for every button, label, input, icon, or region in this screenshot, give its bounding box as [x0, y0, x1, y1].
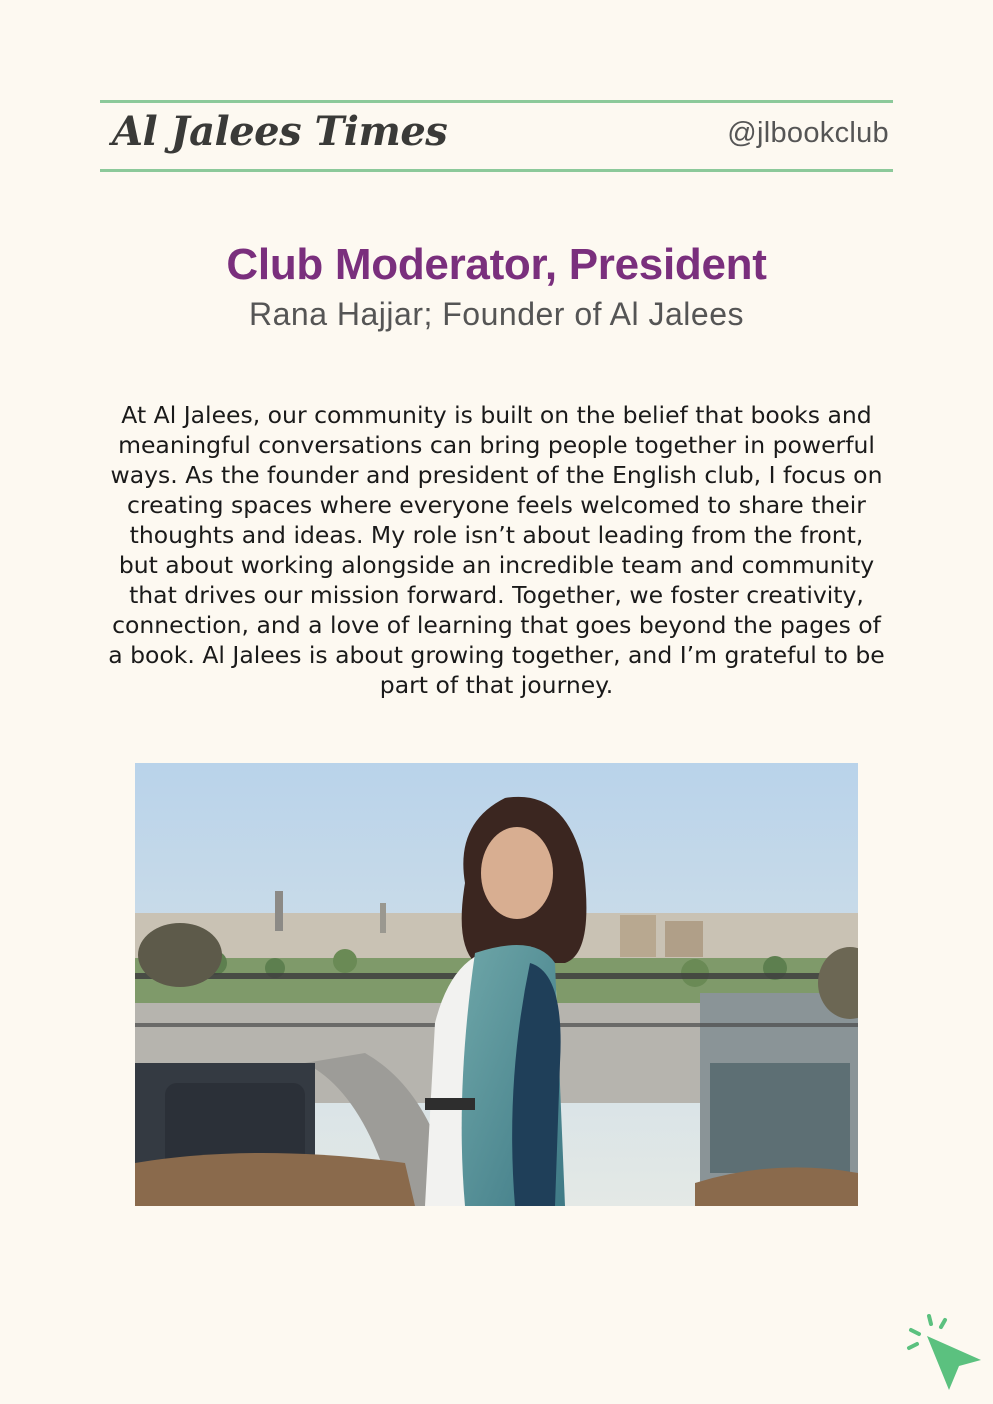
header-top-rule [100, 100, 893, 103]
portrait-photo [135, 763, 858, 1206]
article-body: At Al Jalees, our community is built on the belief that books and meaningful conversations can bring people together in powerful ways. As the founder and president of the English club, I focus on creating spaces where everyone feels welcomed to share their thoughts and ideas. My role isn’t about leading from the front, but about working alongside an incredible team and community that drives our mission forward. Together, we foster creativity, connection, and a love of learning that goes beyond the pages of a book. Al Jalees is about growing together, and I’m grateful to be part of that journey. [108, 401, 885, 699]
click-cursor-icon [903, 1310, 987, 1394]
masthead-title: Al Jalees Times [112, 108, 448, 155]
article-title: Club Moderator, President [226, 240, 767, 289]
header-bottom-rule [100, 169, 893, 172]
social-handle: @jlbookclub [727, 117, 889, 149]
article-subtitle: Rana Hajjar; Founder of Al Jalees [249, 296, 744, 332]
